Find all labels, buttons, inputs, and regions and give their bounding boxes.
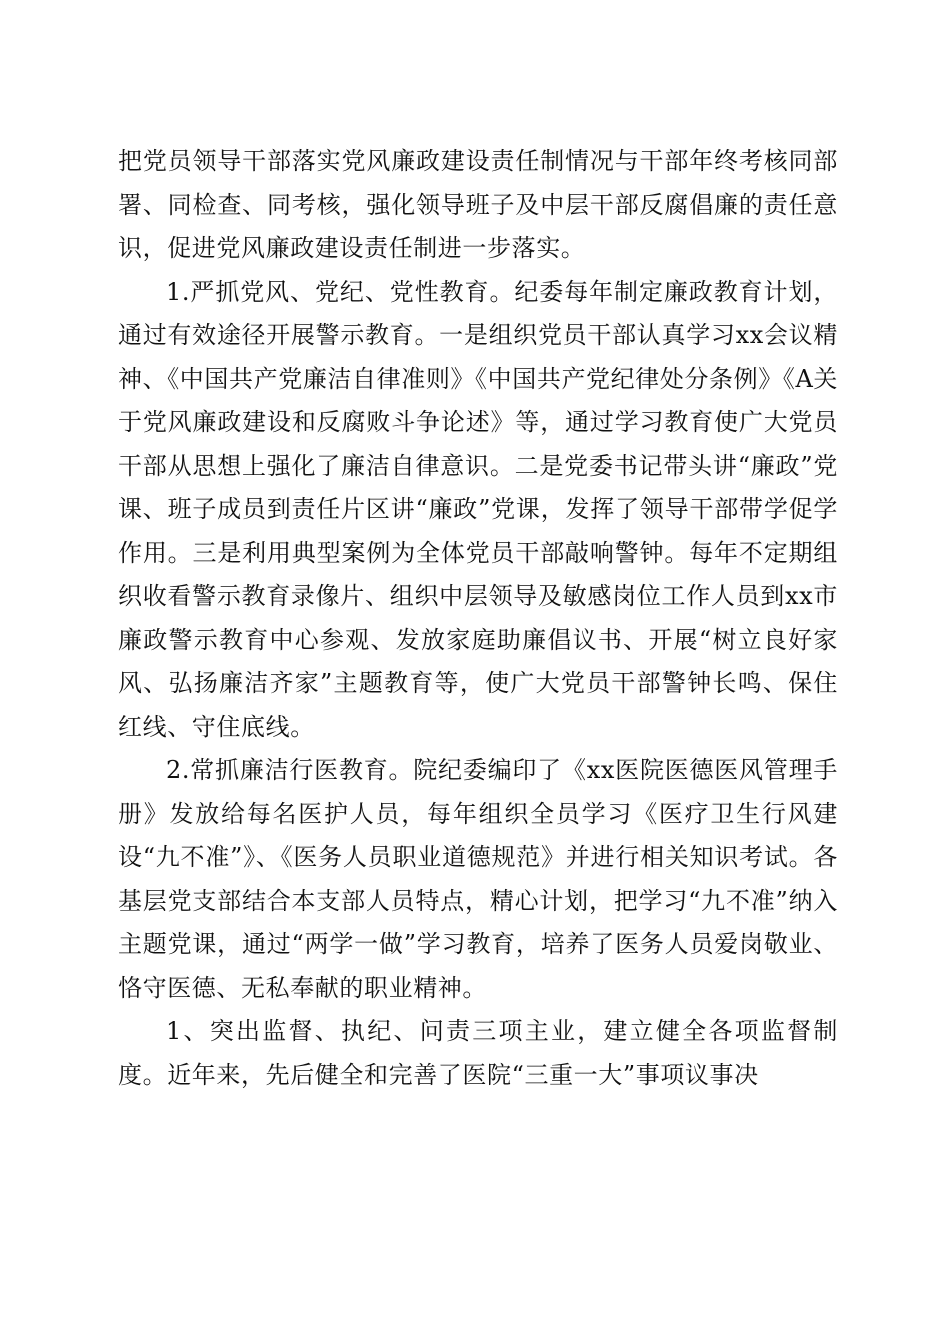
document-body bbox=[118, 140, 838, 1097]
paragraph-clean-medical-practice: 2.常抓廉洁行医教育。院纪委编印了《xx医院医德医风管理手册》发放给每名医护人员，每年组织全员学习《医疗卫生行风建设“九不准”》、《医务人员职业道德规范》并进行相关知识考试。各基层党支部结合本支部人员特点，精心计划，把学习“九不准”纳入主题党课，通过“两学一做”学习教育，培养了医务人员爱岗敬业、恪守医德、无私奉献的职业精神。 bbox=[118, 756, 838, 1002]
paragraph-supervision-system: 1、突出监督、执纪、问责三项主业，建立健全各项监督制度。近年来，先后健全和完善了医院“三重一大”事项议事决 bbox=[118, 1017, 838, 1089]
paragraph-party-discipline-education: 1.严抓党风、党纪、党性教育。纪委每年制定廉政教育计划，通过有效途径开展警示教育。一是组织党员干部认真学习xx会议精神、《中国共产党廉洁自律准则》《中国共产党纪律处分条例》《A关于党风廉政建设和反腐败斗争论述》等，通过学习教育使广大党员干部从思想上强化了廉洁自律意识。二是党委书记带头讲“廉政”党课、班子成员到责任片区讲“廉政”党课，发挥了领导干部带学促学作用。三是利用典型案例为全体党员干部敲响警钟。每年不定期组织收看警示教育录像片、组织中层领导及敏感岗位工作人员到xx市廉政警示教育中心参观、发放家庭助廉倡议书、开展“树立良好家风、弘扬廉洁齐家”主题教育等，使广大党员干部警钟长鸣、保住红线、守住底线。 bbox=[118, 277, 838, 741]
paragraph-responsibility-assessment: 把党员领导干部落实党风廉政建设责任制情况与干部年终考核同部署、同检查、同考核，强化领导班子及中层干部反腐倡廉的责任意识，促进党风廉政建设责任制进一步落实。 bbox=[118, 147, 838, 262]
